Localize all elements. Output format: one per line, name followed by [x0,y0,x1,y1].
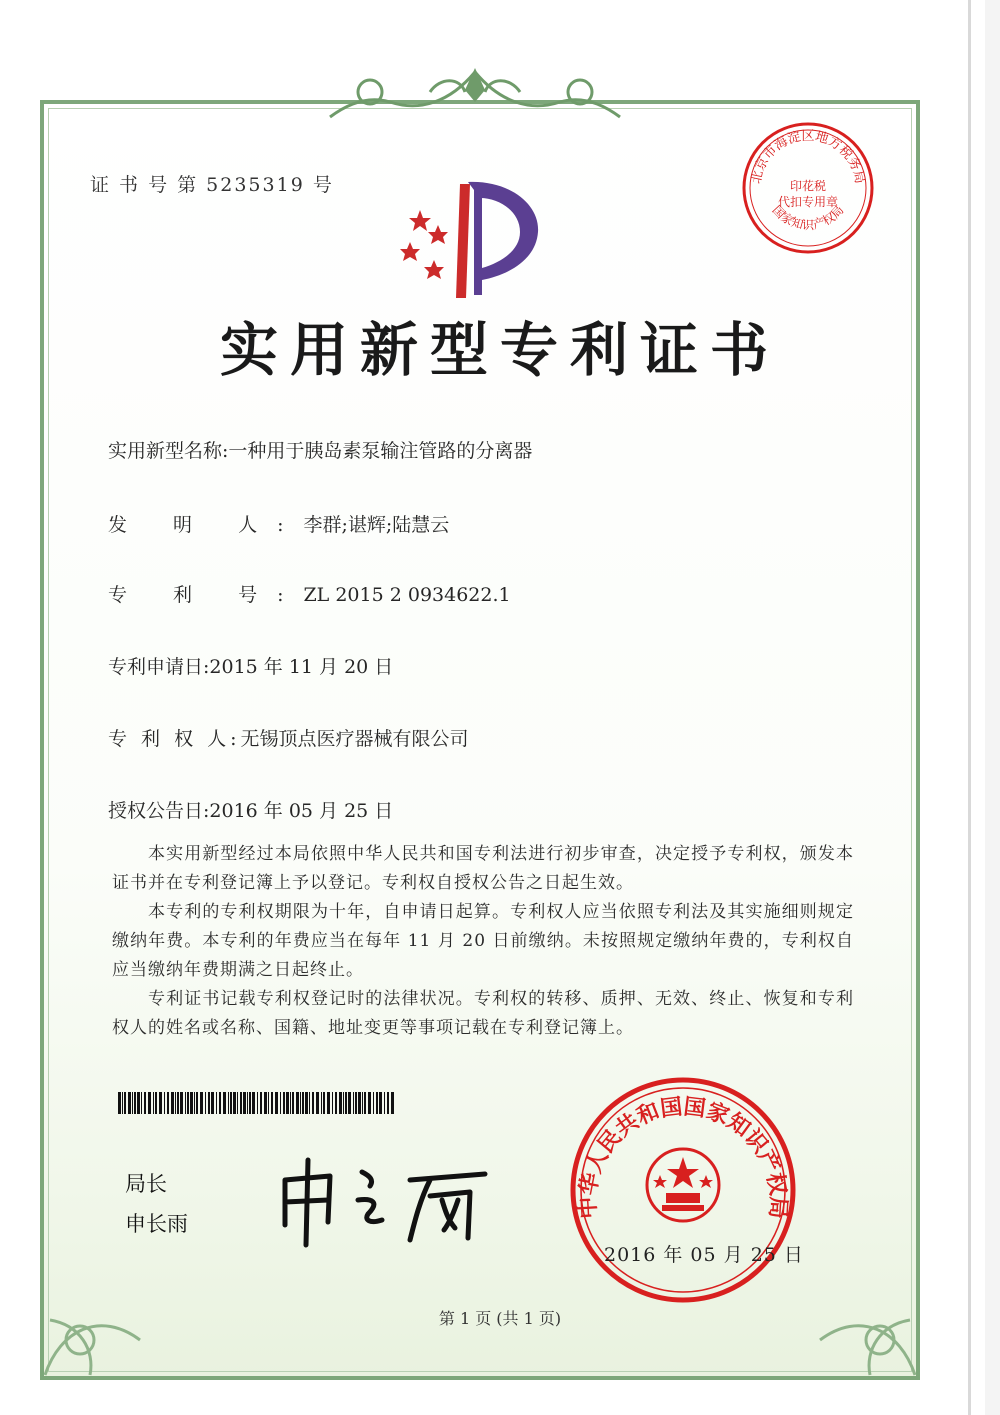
barcode-bar [211,1092,214,1114]
barcode-bar [379,1092,382,1114]
barcode-bar [387,1092,389,1114]
barcode-bar [132,1092,133,1114]
barcode-bar [223,1092,226,1114]
field-label: 专 利 号: [108,584,304,606]
barcode-bar [260,1092,262,1114]
barcode-bar [194,1092,195,1114]
tax-seal-inner-1: 印花税 [789,179,827,193]
barcode-bar [153,1092,154,1114]
barcode-bar [264,1092,267,1114]
barcode-bar [305,1092,308,1114]
field-application-date [108,652,393,679]
field-value: 2015 年 11 月 20 日 [209,656,394,678]
barcode-bar [271,1092,273,1114]
barcode-bar [247,1092,248,1114]
body-paragraph-1: 本实用新型经过本局依照中华人民共和国专利法进行初步审查，决定授予专利权，颁发本证书并在专利登记簿上予以登记。专利权自授权公告之日起生效。 [112,844,854,893]
barcode-bar [252,1092,255,1114]
barcode-bar [171,1092,174,1114]
barcode-bar [200,1092,203,1114]
barcode-bar [257,1092,258,1114]
seal-date: 2016 年 05 月 25 日 [604,1244,804,1266]
field-value: 无锡顶点医疗器械有限公司 [240,728,469,750]
field-inventor [108,510,449,537]
field-value: 李群;谌辉;陆慧云 [303,514,450,536]
barcode-bar [362,1092,363,1114]
barcode-bar [185,1092,186,1114]
top-ornament-icon [310,62,640,134]
field-patent-number [108,580,511,607]
barcode-icon [118,1092,398,1114]
barcode-bar [196,1092,198,1114]
gov-seal-text: 中华人民共和国国家知识产权局 [575,1094,791,1220]
barcode-bar [316,1092,319,1114]
body-paragraph-2: 本专利的专利权期限为十年，自申请日起算。专利权人应当依照专利法及其实施细则规定缴纳年费。本专利的年费应当在每年 11 月 20 日前缴纳。未按照规定缴纳年费的，专利权自应当缴纳年费期满之日起终止。 [112,902,854,980]
barcode-bar [384,1092,385,1114]
barcode-bar [141,1092,142,1114]
barcode-bar [312,1092,314,1114]
barcode-bar [159,1092,162,1114]
barcode-bar [358,1092,361,1114]
scan-edge-line [968,0,971,1415]
barcode-bar [128,1092,131,1114]
svg-text:北京市海淀区地方税务局 [749,128,867,185]
barcode-bar [353,1092,354,1114]
barcode-bar [219,1092,221,1114]
director-title: 局长 [125,1172,167,1196]
scan-edge-shadow [985,0,1000,1415]
barcode-bar [309,1092,310,1114]
barcode-bar [233,1092,236,1114]
certificate-number: 证 书 号 第 5235319 号 [90,174,334,196]
barcode-bar [355,1092,357,1114]
barcode-bar [240,1092,242,1114]
barcode-bar [190,1092,193,1114]
national-ip-seal-icon [568,1075,798,1305]
barcode-bar [321,1092,322,1114]
barcode-bar [290,1092,291,1114]
tax-seal-outer-text: 北京市海淀区地方税务局 [748,129,868,186]
barcode-bar [364,1092,366,1114]
barcode-bar [327,1092,330,1114]
barcode-bar [134,1092,136,1114]
barcode-bar [124,1092,126,1114]
barcode-bar [275,1092,278,1114]
barcode-bar [286,1092,289,1114]
field-label: 授权公告日: [108,800,210,822]
barcode-bar [148,1092,151,1114]
barcode-bar [283,1092,285,1114]
barcode-bar [167,1092,169,1114]
field-value: ZL 2015 2 0934622.1 [303,584,511,606]
barcode-bar [216,1092,217,1114]
barcode-bar [118,1092,121,1114]
page-number: 第 1 页 (共 1 页) [438,1309,562,1328]
bottom-left-ornament-icon [40,1230,190,1380]
barcode-bar [249,1092,251,1114]
barcode-bar [228,1092,229,1114]
barcode-bar [175,1092,176,1114]
barcode-bar [122,1092,123,1114]
field-value: 一种用于胰岛素泵输注管路的分离器 [228,440,533,462]
barcode-bar [302,1092,304,1114]
barcode-bar [230,1092,232,1114]
barcode-bar [345,1092,347,1114]
barcode-bar [208,1092,210,1114]
barcode-bar [137,1092,140,1114]
tax-seal-icon [738,118,878,258]
page-title: 实用新型专利证书 [219,316,780,384]
field-value: 2016 年 05 月 25 日 [209,800,394,822]
field-label: 专利申请日: [108,656,210,678]
barcode-bar [268,1092,269,1114]
patent-office-logo-icon [390,170,550,300]
field-label: 实用新型名称: [108,440,229,462]
barcode-bar [335,1092,337,1114]
body-paragraph-3: 专利证书记载专利权登记时的法律状况。专利权的转移、质押、无效、终止、恢复和专利权人的姓名或名称、国籍、地址变更等事项记载在专利登记簿上。 [112,989,854,1038]
barcode-bar [323,1092,325,1114]
barcode-bar [343,1092,344,1114]
field-patent-owner [108,724,469,751]
barcode-bar [292,1092,294,1114]
barcode-bar [368,1092,371,1114]
barcode-bar [391,1092,394,1114]
field-label: 发 明 人: [108,514,304,536]
barcode-bar [237,1092,238,1114]
tax-seal-inner-2: 代扣专用章 [777,195,839,209]
barcode-bar [205,1092,206,1114]
barcode-bar [280,1092,281,1114]
barcode-bar [373,1092,374,1114]
barcode-bar [339,1092,342,1114]
barcode-bar [155,1092,157,1114]
handwritten-signature-icon [270,1140,500,1250]
barcode-bar [296,1092,299,1114]
field-utility-model-name [108,436,532,463]
director-name: 申长雨 [125,1212,188,1236]
barcode-bar [177,1092,179,1114]
barcode-bar [243,1092,246,1114]
barcode-bar [348,1092,351,1114]
barcode-bar [164,1092,165,1114]
barcode-bar [332,1092,333,1114]
barcode-bar [180,1092,183,1114]
field-publication-date [108,796,393,823]
barcode-bar [187,1092,189,1114]
barcode-bar [144,1092,146,1114]
field-label: 专 利 权 人: [108,728,241,750]
barcode-bar [376,1092,378,1114]
barcode-bar [300,1092,301,1114]
tax-seal-bottom-text: 国家知识产权局 [769,202,847,232]
